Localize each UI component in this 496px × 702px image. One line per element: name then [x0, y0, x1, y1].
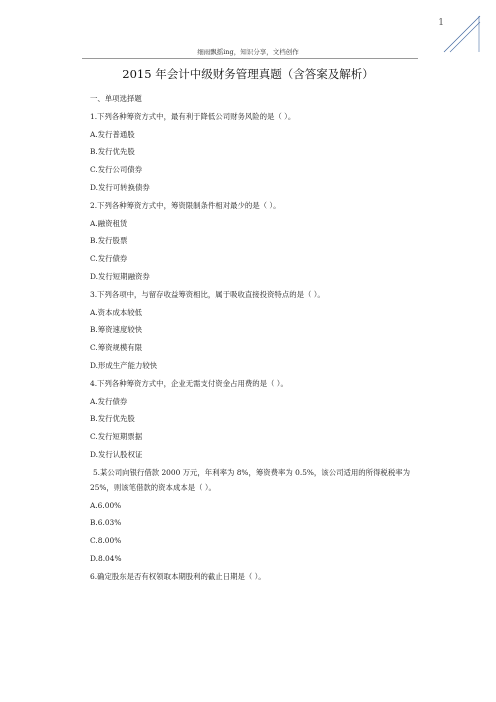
option-item: D.发行可转换债券	[90, 182, 150, 192]
header-rule	[82, 58, 418, 59]
option-item: D.8.04%	[90, 553, 122, 563]
question-stem: 2.下列各种筹资方式中，筹资限制条件相对最少的是（ ）。	[90, 200, 281, 210]
option-item: B.6.03%	[90, 518, 122, 528]
document-title: 2015 年会计中级财务管理真题（含答案及解析）	[122, 67, 374, 81]
option-item: C.发行公司债券	[90, 165, 143, 175]
question-stem: 3.下列各项中，与留存收益筹资相比，属于吸收直接投资特点的是（ ）。	[90, 289, 325, 299]
option-item: A.融资租赁	[90, 218, 128, 228]
question-stem: 6.确定股东是否有权领取本期股利的截止日期是（ ）。	[90, 571, 266, 581]
document-body	[90, 90, 422, 586]
question-stem: 1.下列各种筹资方式中，最有利于降低公司财务风险的是（ ）。	[90, 111, 296, 121]
option-item: B.发行优先股	[90, 414, 135, 424]
option-item: A.发行债券	[90, 396, 128, 406]
option-item: D.发行短期融资券	[90, 271, 150, 281]
option-item: D.形成生产能力较快	[90, 360, 158, 370]
question-stem: 5.某公司向银行借款 2000 万元，年利率为 8%，筹资费率为 0.5%，该公司适用的所得税税率为 25%，则该笔借款的资本成本是（ ）。	[90, 468, 410, 493]
option-item: D.发行认股权证	[90, 449, 143, 459]
option-item: B.发行股票	[90, 236, 128, 246]
option-item: C.发行债券	[90, 254, 128, 264]
option-item: C.8.00%	[90, 536, 122, 546]
section-heading: 一、单项选择题	[90, 94, 142, 103]
running-header: 细雨飘摇ing，知识分享，文档创作	[197, 48, 299, 56]
option-item: A.发行普通股	[90, 129, 135, 139]
option-item: C.筹资规模有限	[90, 343, 143, 353]
page-number: 1	[438, 18, 444, 28]
option-item: A.6.00%	[90, 500, 122, 510]
question-stem: 4.下列各种筹资方式中，企业无需支付资金占用费的是（ ）。	[90, 378, 288, 388]
option-item: C.发行短期票据	[90, 432, 143, 442]
option-item: A.资本成本较低	[90, 307, 143, 317]
option-item: B.发行优先股	[90, 147, 135, 157]
option-item: B.筹资速度较快	[90, 325, 143, 335]
